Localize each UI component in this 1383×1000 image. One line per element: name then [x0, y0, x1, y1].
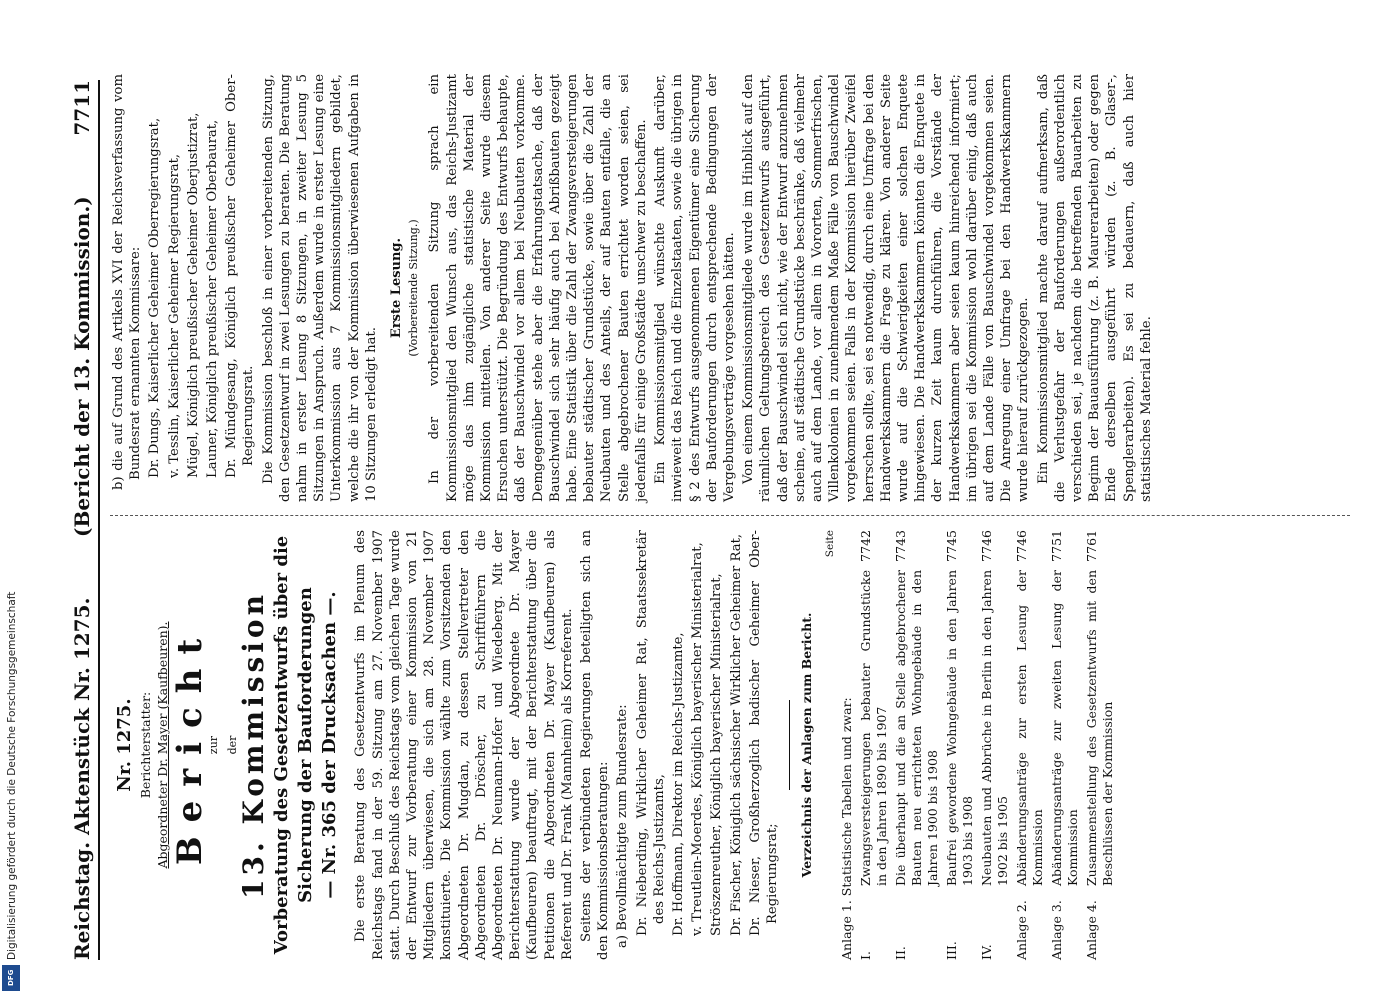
annex-row — [858, 530, 890, 960]
annex-label: Anlage 4. — [1083, 900, 1099, 960]
header-rule — [98, 80, 100, 960]
title-zur: zur — [206, 735, 220, 755]
page-column-label: Seite — [823, 530, 836, 558]
annex-page: 7751 — [1048, 530, 1064, 562]
annex-page: 7743 — [892, 530, 908, 562]
annex-label: IV. — [978, 944, 994, 960]
delegate-entry: Dr. Nieser, Großherzoglich badischer Geheimer Ober-Regierungsrat; — [747, 530, 781, 936]
left-column — [110, 530, 1119, 960]
delegate-entry: Ströszenreuther, Königlich bayerischer Ministerialrat, — [709, 573, 725, 936]
digitization-band — [0, 0, 24, 1000]
annex-page: 7761 — [1083, 530, 1099, 562]
annex-row — [1014, 530, 1046, 960]
page-header — [62, 80, 94, 960]
delegate-entry: Dr. Nieberding, Wirklicher Geheimer Rat, Staatssekretär des Reichs-Justizamts, — [634, 530, 667, 936]
annex-label: I. — [857, 951, 873, 960]
body-paragraph: Die Kommission beschloß in einer vorbereitenden Sitzung, den Gesetzentwurf in zwei Lesungen zu beraten. Die Beratung nahm in erster Lesung 8 Sitzungen, in zweiter Lesung 5 Sitzungen in Anspruch. Außerdem wurde in erster Lesung eine Unterkommission aus 7 Kommissionsmitgliedern gebildet, welche die ihr von der Kommission überwiesenen Aufgaben in 10 Sitzungen erledigt hat. — [260, 74, 379, 502]
bill-title — [270, 530, 342, 960]
bill-title-line: Vorberatung des Gesetzentwurfs über die — [271, 535, 293, 955]
commissioners-heading: b) die auf Grund des Artikels XVI der Reichsverfassung vom Bundesrat ernannten Kommissare: — [111, 74, 144, 490]
government-paragraph: Seitens der verbündeten Regierungen beteiligten sich an den Kommissionsberatungen: — [579, 530, 612, 960]
rapporteur-name: Abgeordneter Dr. Mayer (Kaufbeuren). — [155, 621, 171, 869]
annex-label: III. — [943, 941, 959, 960]
annex-row — [1049, 530, 1081, 960]
annex-page: 7746 — [1013, 530, 1029, 562]
annex-text: Die überhaupt und die an Stelle abgebrochener Bauten neu errichteten Wohngebäude in den Jahren 1900 bis 1908 — [892, 570, 940, 886]
section-divider — [789, 700, 790, 790]
annex-text: Zusammenstellung des Gesetzentwurfs mit den Beschlüssen der Kommission — [1083, 570, 1115, 886]
annex-page: 7742 — [857, 530, 873, 562]
delegates-heading: a) Bevollmächtigte zum Bundesrate: — [615, 704, 631, 948]
right-column — [110, 74, 1157, 502]
header-left: Reichstag. Aktenstück Nr. 1275. — [70, 597, 94, 960]
section-subheading: (Vorbereitende Sitzung.) — [407, 219, 421, 357]
commissioner-entry: Dr. Mündgesang, Königlich preußischer Geheimer Ober-Regierungsrat. — [224, 74, 257, 478]
body-paragraph: Von einem Kommissionsmitgliede wurde im Hinblick auf den räumlichen Geltungsbereich des Gesetzentwurfs ausgeführt, daß der Bauschwindel sich nicht, wie der Entwurf anzunehmen scheine, auf städtische Grundstücke beschränke, daß vielmehr auch auf dem Lande, vor allem in Vororten, Sommerfrischen, Villenkolonien in zunehmendem Maße Fälle von Bauschwindel vorgekommen seien. Falls in der Kommission hierüber Zweifel herrschen sollte, sei es notwendig, durch eine Umfrage bei den Handwerkskammern die Frage zu klären. Von anderer Seite wurde auf die Schwierigkeiten einer solchen Enquete hingewiesen. Die Handwerkskammern könnten die Enquete in der kurzen Zeit kaum durchführen, die Vorstände der Handwerkskammern aber seien kaum hinreichend informiert; im übrigen sei die Kommission wohl darüber einig, daß auch auf dem Lande Fälle von Bauschwindel vorgekommen seien. Die Anregung einer Umfrage bei den Handwerkskammern wurde hierauf zurückgezogen. — [741, 74, 1032, 502]
document-number: Nr. 1275. — [114, 698, 135, 792]
report-title: Bericht — [169, 624, 210, 866]
body-paragraph: Ein Kommissionsmitglied machte darauf aufmerksam, daß die Verlustgefahr der Bauforderungen außerordentlich verschieden sei, je nachdem die betreffenden Bauarbeiten zu Beginn der Bauausführung (z. B. Maurerarbeiten) oder gegen Ende derselben ausgeführt würden (z. B. Glaser-, Spenglerarbeiten). Es sei zu bedauern, daß auch hier statistisches Material fehle. — [1035, 74, 1154, 502]
annex-label: Anlage 3. — [1048, 900, 1064, 960]
delegate-entry: Dr. Hoffmann, Direktor im Reichs-Justizamte, — [671, 632, 687, 936]
annex-text: Abänderungsanträge zur ersten Lesung der Kommission — [1013, 570, 1045, 886]
digitization-credit: Digitalisierung gefördert durch die Deutsche Forschungsgemeinschaft — [6, 591, 18, 960]
commission-title: 13. Kommission — [237, 591, 271, 899]
column-divider — [110, 515, 1350, 516]
commissioner-entry: Mügel, Königlich preußischer Geheimer Oberjustizrat, — [185, 112, 201, 478]
rotated-document — [40, 40, 1383, 1000]
title-der: der — [226, 735, 240, 755]
bill-title-line: — Nr. 365 der Drucksachen —. — [319, 591, 341, 899]
annex-row — [1084, 530, 1116, 960]
annex-text: Neubauten und Abbrüche in Berlin in den Jahren 1902 bis 1905 — [978, 570, 1010, 886]
annex-label: II. — [892, 946, 908, 960]
delegate-entry: v. Treutlein-Moerdes, Königlich bayerischer Ministerialrat, — [690, 542, 706, 936]
header-page-number: 7711 — [70, 80, 94, 136]
annex-list-title: Verzeichnis der Anlagen zum Bericht. — [799, 612, 815, 878]
annex-heading-text: Anlage 1. Statistische Tabellen und zwar: — [838, 697, 854, 960]
body-paragraph: Ein Kommissionsmitglied wünschte Auskunft darüber, inwieweit das Reich und die Einzelstaaten, sowie die übrigen in § 2 des Entwurfs ausgenommenen Eigentümer eine Sicherung der Bauforderungen durch entsprechende Bedingungen der Vergebungsverträge vorgesehen hätten. — [653, 74, 737, 502]
annex-page: 7745 — [943, 530, 959, 562]
annex-label: Anlage 2. — [1013, 900, 1029, 960]
annex-row — [893, 530, 941, 960]
commissioner-entry: Dr. Dungs, Kaiserlicher Geheimer Oberregierungsrat, — [147, 117, 163, 478]
annex-text: Zwangsversteigerungen bebauter Grundstücke in den Jahren 1890 bis 1907 — [857, 570, 889, 886]
header-center: (Bericht der 13. Kommission.) — [70, 196, 94, 537]
annex-page: 7746 — [978, 530, 994, 562]
intro-paragraph: Die erste Beratung des Gesetzentwurfs im Plenum des Reichstags fand in der 59. Sitzung am 27. November 1907 statt. Durch Beschluß des Reichstags vom gleichen Tage wurde der Entwurf zur Vorberatung einer Kommission von 21 Mitgliedern überwiesen, die sich am 28. November 1907 konstituierte. Die Kommission wählte zum Vorsitzenden den Abgeordneten Dr. Mugdan, zu dessen Stellvertreter den Abgeordneten Dr. Dröscher, zu Schriftführern die Abgeordneten Dr. Neumann-Hofer und Wiedeberg. Mit der Berichterstattung wurde der Abgeordnete Dr. Mayer (Kaufbeuren) beauftragt, mit der Berichterstattung über die Petitionen die Abgeordneten Dr. Mayer (Kaufbeuren) als Referent und Dr. Frank (Mannheim) als Korreferent. — [353, 530, 575, 960]
bill-title-line: Sicherung der Bauforderungen — [295, 587, 317, 903]
annex-text: Abänderungsanträge zur zweiten Lesung der Kommission — [1048, 570, 1080, 886]
commissioner-entry: Launer, Königlich preußischer Geheimer Oberbaurat, — [205, 119, 221, 478]
commissioner-entry: v. Tesslin, Kaiserlicher Geheimer Regierungsrat, — [166, 153, 182, 478]
annex-row — [944, 530, 976, 960]
annex-row — [979, 530, 1011, 960]
body-paragraph: In der vorbereitenden Sitzung sprach ein Kommissionsmitglied den Wunsch aus, das Reichs-Justizamt möge das ihm zugängliche statistische Material der Kommission mitteilen. Von anderer Seite wurde diesem Ersuchen unterstützt. Die Begründung des Entwurfs behaupte, daß der Bauschwindel vor allem bei Neubauten vorkomme. Demgegenüber stehe aber die Erfahrungstatsache, daß der Bauschwindel sich sehr häufig auch bei Abrißbauten gezeigt habe. Eine Statistik über die Zahl der Zwangsversteigerungen bebauter städtischer Grundstücke, sowie über die Zahl der Neubauten und des Anteils, der auf Bauten entfalle, die an Stelle abgebrochener Bauten errichtet worden seien, sei jedenfalls für einige Großstädte unschwer zu beschaffen. — [427, 74, 649, 502]
rapporteur-label: Berichterstatter: — [138, 691, 154, 799]
dfg-logo: DFG — [2, 965, 20, 991]
annex-text: Baufrei gewordene Wohngebäude in den Jahren 1903 bis 1908 — [943, 570, 975, 886]
annex-heading — [839, 530, 855, 960]
delegate-entry: Dr. Fischer, Königlich sächsischer Wirklicher Geheimer Rat, — [728, 533, 744, 936]
section-heading: Erste Lesung. — [389, 237, 405, 339]
